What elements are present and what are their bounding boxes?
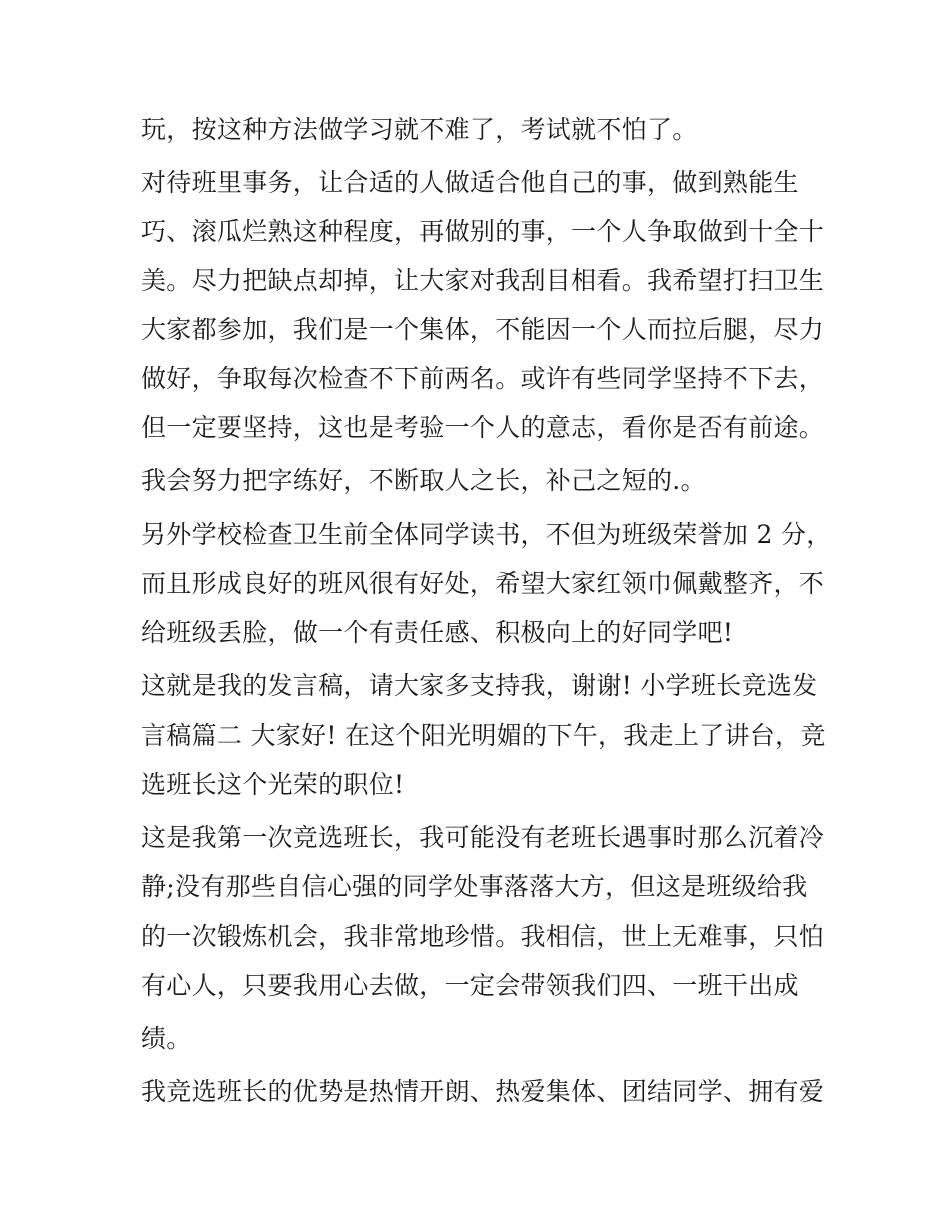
text-line: 的一次锻炼机会，我非常地珍惜。我相信，世上无难事，只怕 (141, 922, 825, 951)
text-line: 我竞选班长的优势是热情开朗、热爱集体、团结同学、拥有爱 (141, 1077, 825, 1106)
text-line: 巧、滚瓜烂熟这种程度，再做别的事，一个人争取做到十全十 (141, 217, 825, 246)
text-line: 但一定要坚持，这也是考验一个人的意志，看你是否有前途。 (141, 413, 825, 442)
text-line: 对待班里事务，让合适的人做适合他自己的事，做到熟能生 (141, 168, 799, 197)
text-line: 言稿篇二 大家好! 在这个阳光明媚的下午，我走上了讲台，竞 (141, 721, 826, 750)
text-line: 静;没有那些自信心强的同学处事落落大方，但这是班级给我 (141, 872, 808, 901)
text-line: 做好，争取每次检查不下前两名。或许有些同学坚持不下去， (141, 364, 825, 393)
text-line: 我会努力把字练好，不断取人之长，补己之短的.。 (141, 466, 706, 495)
text-line: 美。尽力把缺点却掉，让大家对我刮目相看。我希望打扫卫生 (141, 266, 825, 295)
text-line: 给班级丢脸，做一个有责任感、积极向上的好同学吧! (141, 618, 734, 647)
text-line: 而且形成良好的班风很有好处，希望大家红领巾佩戴整齐，不 (141, 569, 825, 598)
text-line: 玩，按这种方法做学习就不难了，考试就不怕了。 (141, 115, 698, 144)
text-line: 这就是我的发言稿，请大家多支持我，谢谢! 小学班长竞选发 (141, 671, 818, 700)
text-line: 这是我第一次竞选班长，我可能没有老班长遇事时那么沉着冷 (141, 823, 825, 852)
text-line: 另外学校检查卫生前全体同学读书，不但为班级荣誉加 2 分， (141, 520, 832, 549)
text-line: 有心人，只要我用心去做，一定会带领我们四、一班干出成 (141, 971, 799, 1000)
text-line: 绩。 (141, 1024, 192, 1053)
text-line: 大家都参加，我们是一个集体，不能因一个人而拉后腿，尽力 (141, 315, 825, 344)
text-line: 选班长这个光荣的职位! (141, 770, 405, 799)
